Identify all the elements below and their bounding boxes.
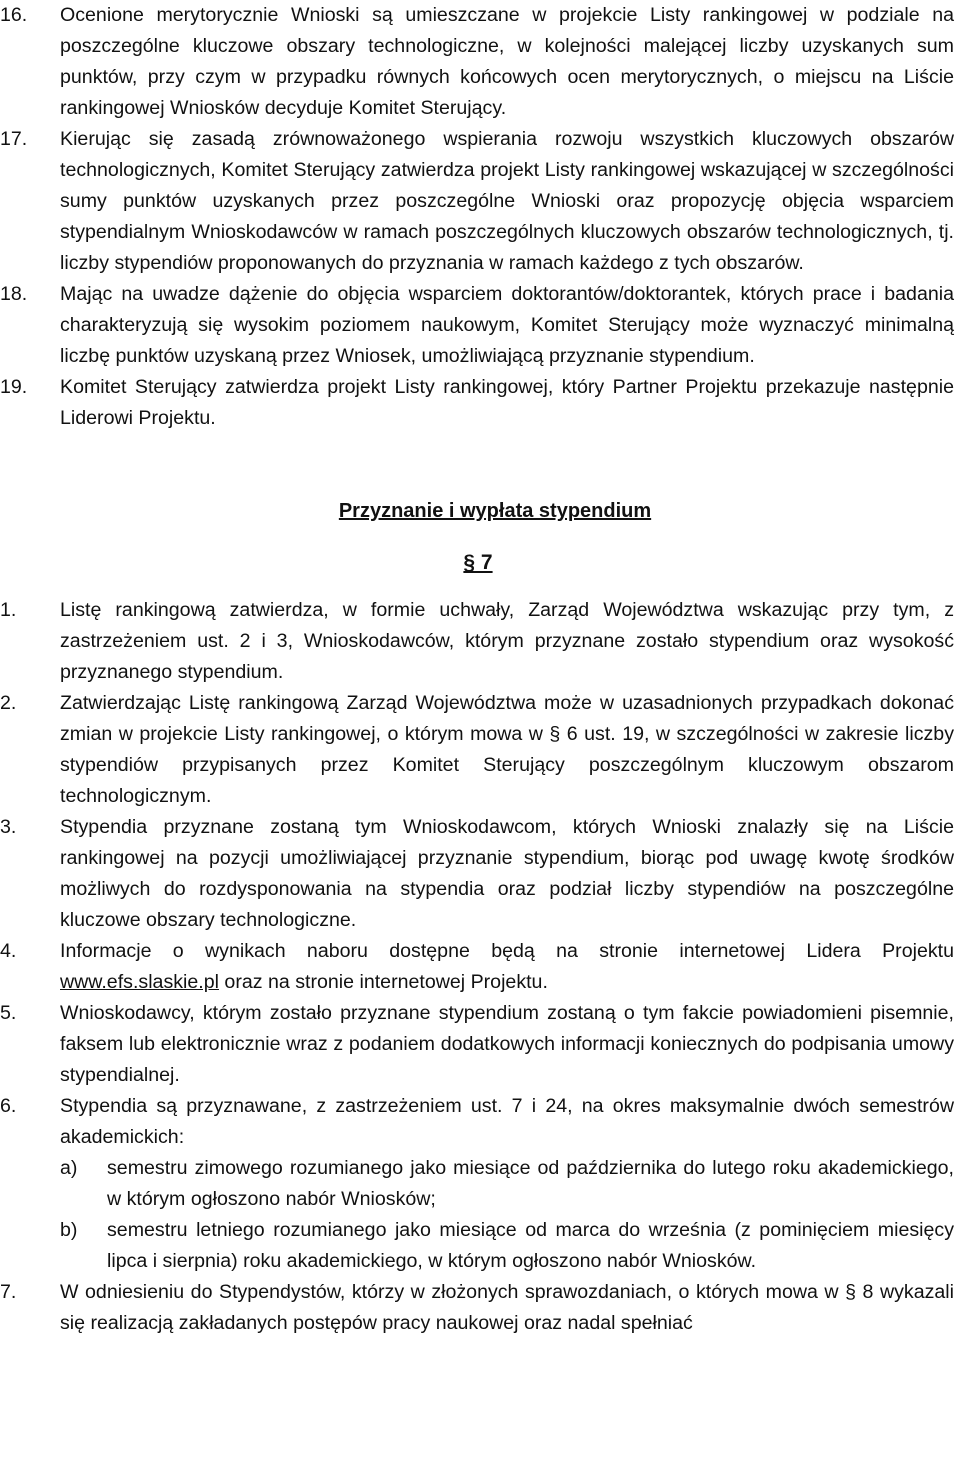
website-link[interactable]: www.efs.slaskie.pl — [60, 971, 219, 993]
list-item-16 — [0, 0, 954, 124]
item-number: 18. — [0, 283, 28, 305]
list-item-5 — [0, 998, 954, 1091]
item-number: 16. — [0, 4, 28, 26]
list-item-6 — [0, 1091, 954, 1277]
list-item-1 — [0, 595, 954, 688]
item-text: W odniesieniu do Stypendystów, którzy w złożonych sprawozdaniach, o których mowa w § 8 wykazali się realizacją zakładanych postępów pracy naukowej oraz nadal spełniać — [60, 1281, 954, 1334]
sublist-item-b — [60, 1215, 954, 1277]
subitem-text: semestru letniego rozumianego jako miesiące od marca do września (z pominięciem miesięcy lipca i sierpnia) roku akademickiego, w którym ogłoszono nabór Wniosków. — [107, 1219, 954, 1272]
item-text: Komitet Sterujący zatwierdza projekt Listy rankingowej, który Partner Projektu przekazuje następnie Liderowi Projektu. — [60, 376, 954, 429]
grant-rules-list — [0, 595, 954, 1339]
item-text: Zatwierdzając Listę rankingową Zarząd Województwa może w uzasadnionych przypadkach dokonać zmian w projekcie Listy rankingowej, o którym mowa w § 6 ust. 19, w szczególności w zakresie liczby stypendiów przypisanych przez Komitet Sterujący poszczególnym kluczowym obszarom technologicznym. — [60, 692, 954, 807]
subitem-text: semestru zimowego rozumianego jako miesiące od października do lutego roku akademickiego, w którym ogłoszono nabór Wniosków; — [107, 1157, 954, 1210]
item-text: Stypendia przyznane zostaną tym Wnioskodawcom, których Wnioski znalazły się na Liście rankingowej na pozycji umożliwiającej przyznanie stypendium, biorąc pod uwagę kwotę środków możliwych do rozdysponowania na stypendia oraz podział liczby stypendiów na poszczególne kluczowe obszary technologiczne. — [60, 816, 954, 931]
section-heading: Przyznanie i wypłata stypendium — [338, 500, 652, 522]
item-number: 3. — [0, 816, 17, 838]
sublist-item-a — [60, 1153, 954, 1215]
semester-sublist — [60, 1153, 954, 1277]
list-item-2 — [0, 688, 954, 812]
item-text: Stypendia są przyznawane, z zastrzeżeniem ust. 7 i 24, na okres maksymalnie dwóch semestrów akademickich: — [60, 1095, 954, 1148]
subitem-letter: a) — [60, 1157, 78, 1179]
item-text: Listę rankingową zatwierdza, w formie uchwały, Zarząd Województwa wskazując przy tym, z zastrzeżeniem ust. 2 i 3, Wnioskodawców, którym przyznane zostało stypendium oraz wysokość przyznanego stypendium. — [60, 599, 954, 683]
paragraph-mark: § 7 — [463, 551, 493, 574]
item-text: Informacje o wynikach naboru dostępne będą na stronie internetowej Lidera Projektu — [60, 940, 954, 962]
item-text: Kierując się zasadą zrównoważonego wspierania rozwoju wszystkich kluczowych obszarów technologicznych, Komitet Sterujący zatwierdza projekt Listy rankingowej wskazującej w szczególności sumy punktów uzyskanych przez poszczególne Wnioski oraz propozycję objęcia wsparciem stypendialnym Wnioskodawców w ramach poszczególnych kluczowych obszarów technologicznych, tj. liczby stypendiów proponowanych do przyznania w ramach każdego z tych obszarów. — [60, 128, 954, 274]
list-item-4 — [0, 936, 954, 998]
item-number: 6. — [0, 1095, 17, 1117]
item-number: 5. — [0, 1002, 17, 1024]
item-text: Ocenione merytorycznie Wnioski są umieszczane w projekcie Listy rankingowej w podziale na poszczególne kluczowe obszary technologiczne, w kolejności malejącej liczby uzyskanych sum punktów, przy czym w przypadku równych końcowych ocen merytorycznych, o miejscu na Liście rankingowej Wniosków decyduje Komitet Sterujący. — [60, 4, 954, 119]
item-text: Wnioskodawcy, którym zostało przyznane stypendium zostaną o tym fakcie powiadomieni pisemnie, faksem lub elektronicznie wraz z podaniem dodatkowych informacji koniecznych do podpisania umowy stypendialnej. — [60, 1002, 954, 1086]
item-number: 7. — [0, 1281, 17, 1303]
item-number: 1. — [0, 599, 17, 621]
item-number: 4. — [0, 940, 17, 962]
ranking-rules-list — [0, 0, 954, 434]
subitem-letter: b) — [60, 1219, 78, 1241]
item-number: 17. — [0, 128, 28, 150]
list-item-3 — [0, 812, 954, 936]
list-item-17 — [0, 124, 954, 279]
item-number: 2. — [0, 692, 17, 714]
item-number: 19. — [0, 376, 28, 398]
list-item-7 — [0, 1277, 954, 1339]
list-item-18 — [0, 279, 954, 372]
item-text: Mając na uwadze dążenie do objęcia wsparciem doktorantów/doktorantek, których prace i badania charakteryzują się wysokim poziomem naukowym, Komitet Sterujący może wyznaczyć minimalną liczbę punktów uzyskaną przez Wniosek, umożliwiającą przyznanie stypendium. — [60, 283, 954, 367]
item-text-continued: oraz na stronie internetowej Projektu. — [218, 971, 548, 993]
list-item-19 — [0, 372, 954, 434]
